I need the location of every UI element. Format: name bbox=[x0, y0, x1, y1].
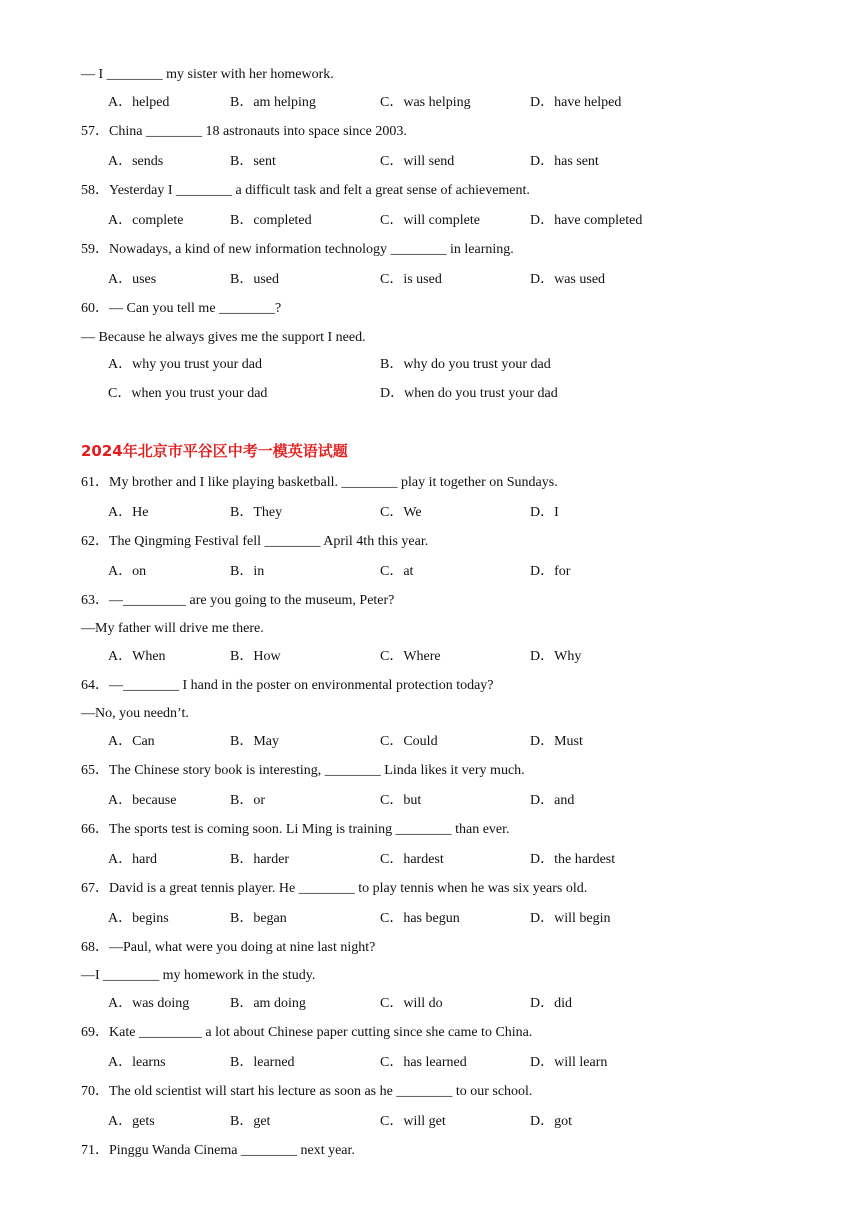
q59-stem: 59．Nowadays, a kind of new information technology ________ in learning. bbox=[81, 242, 514, 257]
q60-options-row1 bbox=[0, 356, 860, 374]
q67-options bbox=[0, 910, 860, 928]
q70-stem: 70．The old scientist will start his lecture as soon as he ________ to our school. bbox=[81, 1084, 533, 1099]
q62-option-d[interactable]: D．for bbox=[530, 564, 571, 579]
q62-option-b[interactable]: B．in bbox=[230, 564, 265, 579]
q68-stem: 68．—Paul, what were you doing at nine last night? bbox=[81, 940, 376, 955]
q68-option-d[interactable]: D．did bbox=[530, 996, 572, 1011]
q68-option-a[interactable]: A．was doing bbox=[108, 996, 190, 1011]
q60-stem: 60．— Can you tell me ________? bbox=[81, 301, 282, 316]
q60-option-d[interactable]: D．when do you trust your dad bbox=[380, 386, 558, 401]
q65-option-b[interactable]: B．or bbox=[230, 793, 265, 808]
q66-option-d[interactable]: D．the hardest bbox=[530, 852, 616, 867]
q67-option-c[interactable]: C．has begun bbox=[380, 911, 460, 926]
q65-option-d[interactable]: D．and bbox=[530, 793, 575, 808]
q68-reply: —I ________ my homework in the study. bbox=[81, 968, 316, 983]
q62-stem: 62．The Qingming Festival fell ________ April 4th this year. bbox=[81, 534, 429, 549]
q61-options bbox=[0, 504, 860, 522]
q60-option-a[interactable]: A．why you trust your dad bbox=[108, 357, 262, 372]
q69-option-d[interactable]: D．will learn bbox=[530, 1055, 608, 1070]
q63-option-d[interactable]: D．Why bbox=[530, 649, 582, 664]
q61-option-c[interactable]: C．We bbox=[380, 505, 422, 520]
q69-option-c[interactable]: C．has learned bbox=[380, 1055, 467, 1070]
q57-option-b[interactable]: B．sent bbox=[230, 154, 276, 169]
q69-options bbox=[0, 1054, 860, 1072]
section-heading: 2024年北京市平谷区中考一模英语试题 bbox=[81, 442, 348, 460]
q70-option-b[interactable]: B．get bbox=[230, 1114, 271, 1129]
q69-stem: 69．Kate _________ a lot about Chinese paper cutting since she came to China. bbox=[81, 1025, 533, 1040]
q63-option-a[interactable]: A．When bbox=[108, 649, 166, 664]
q66-options bbox=[0, 851, 860, 869]
q59-option-c[interactable]: C．is used bbox=[380, 272, 442, 287]
q70-option-a[interactable]: A．gets bbox=[108, 1114, 155, 1129]
q58-option-b[interactable]: B．completed bbox=[230, 213, 312, 228]
q58-stem: 58．Yesterday I ________ a difficult task and felt a great sense of achievement. bbox=[81, 183, 530, 198]
q66-stem: 66．The sports test is coming soon. Li Ming is training ________ than ever. bbox=[81, 822, 510, 837]
q64-stem: 64．—________ I hand in the poster on environmental protection today? bbox=[81, 678, 494, 693]
q57-option-a[interactable]: A．sends bbox=[108, 154, 164, 169]
q70-option-d[interactable]: D．got bbox=[530, 1114, 572, 1129]
q66-option-b[interactable]: B．harder bbox=[230, 852, 290, 867]
q62-option-c[interactable]: C．at bbox=[380, 564, 414, 579]
q56-option-b[interactable]: B．am helping bbox=[230, 95, 316, 110]
q57-option-c[interactable]: C．will send bbox=[380, 154, 455, 169]
q67-option-d[interactable]: D．will begin bbox=[530, 911, 611, 926]
q70-options bbox=[0, 1113, 860, 1131]
q61-option-a[interactable]: A．He bbox=[108, 505, 149, 520]
q62-options bbox=[0, 563, 860, 581]
q56-option-d[interactable]: D．have helped bbox=[530, 95, 622, 110]
q60-options-row2 bbox=[0, 385, 860, 403]
q56-options bbox=[0, 94, 860, 112]
q69-option-a[interactable]: A．learns bbox=[108, 1055, 166, 1070]
q64-option-d[interactable]: D．Must bbox=[530, 734, 583, 749]
q57-options bbox=[0, 153, 860, 171]
q60-reply: — Because he always gives me the support I need. bbox=[81, 330, 366, 345]
q58-option-c[interactable]: C．will complete bbox=[380, 213, 480, 228]
q59-option-a[interactable]: A．uses bbox=[108, 272, 157, 287]
q61-option-d[interactable]: D．I bbox=[530, 505, 559, 520]
q66-option-c[interactable]: C．hardest bbox=[380, 852, 444, 867]
q70-option-c[interactable]: C．will get bbox=[380, 1114, 446, 1129]
q63-options bbox=[0, 648, 860, 666]
q64-option-c[interactable]: C．Could bbox=[380, 734, 438, 749]
q67-stem: 67．David is a great tennis player. He ________ to play tennis when he was six years old. bbox=[81, 881, 588, 896]
q61-option-b[interactable]: B．They bbox=[230, 505, 283, 520]
q59-option-b[interactable]: B．used bbox=[230, 272, 279, 287]
q63-option-c[interactable]: C．Where bbox=[380, 649, 441, 664]
q60-option-b[interactable]: B．why do you trust your dad bbox=[380, 357, 551, 372]
q64-option-b[interactable]: B．May bbox=[230, 734, 279, 749]
q57-option-d[interactable]: D．has sent bbox=[530, 154, 599, 169]
q67-option-a[interactable]: A．begins bbox=[108, 911, 169, 926]
q59-option-d[interactable]: D．was used bbox=[530, 272, 606, 287]
q58-options bbox=[0, 212, 860, 230]
q68-option-b[interactable]: B．am doing bbox=[230, 996, 306, 1011]
q62-option-a[interactable]: A．on bbox=[108, 564, 147, 579]
q56-reply: — I ________ my sister with her homework. bbox=[81, 67, 334, 82]
q58-option-a[interactable]: A．complete bbox=[108, 213, 184, 228]
q59-options bbox=[0, 271, 860, 289]
q68-option-c[interactable]: C．will do bbox=[380, 996, 443, 1011]
q67-option-b[interactable]: B．began bbox=[230, 911, 287, 926]
q63-option-b[interactable]: B．How bbox=[230, 649, 281, 664]
q63-stem: 63．—_________ are you going to the museum, Peter? bbox=[81, 593, 395, 608]
q69-option-b[interactable]: B．learned bbox=[230, 1055, 295, 1070]
q64-reply: —No, you needn’t. bbox=[81, 706, 189, 721]
q58-option-d[interactable]: D．have completed bbox=[530, 213, 643, 228]
q63-reply: —My father will drive me there. bbox=[81, 621, 264, 636]
q66-option-a[interactable]: A．hard bbox=[108, 852, 157, 867]
q71-stem: 71．Pinggu Wanda Cinema ________ next year. bbox=[81, 1143, 355, 1158]
q56-option-a[interactable]: A．helped bbox=[108, 95, 170, 110]
q64-option-a[interactable]: A．Can bbox=[108, 734, 155, 749]
q57-stem: 57．China ________ 18 astronauts into space since 2003. bbox=[81, 124, 407, 139]
q61-stem: 61．My brother and I like playing basketball. ________ play it together on Sundays. bbox=[81, 475, 558, 490]
q64-options bbox=[0, 733, 860, 751]
q65-option-a[interactable]: A．because bbox=[108, 793, 177, 808]
q65-option-c[interactable]: C．but bbox=[380, 793, 422, 808]
q65-options bbox=[0, 792, 860, 810]
q65-stem: 65．The Chinese story book is interesting, ________ Linda likes it very much. bbox=[81, 763, 525, 778]
q60-option-c[interactable]: C．when you trust your dad bbox=[108, 386, 268, 401]
q56-option-c[interactable]: C．was helping bbox=[380, 95, 471, 110]
q68-options bbox=[0, 995, 860, 1013]
